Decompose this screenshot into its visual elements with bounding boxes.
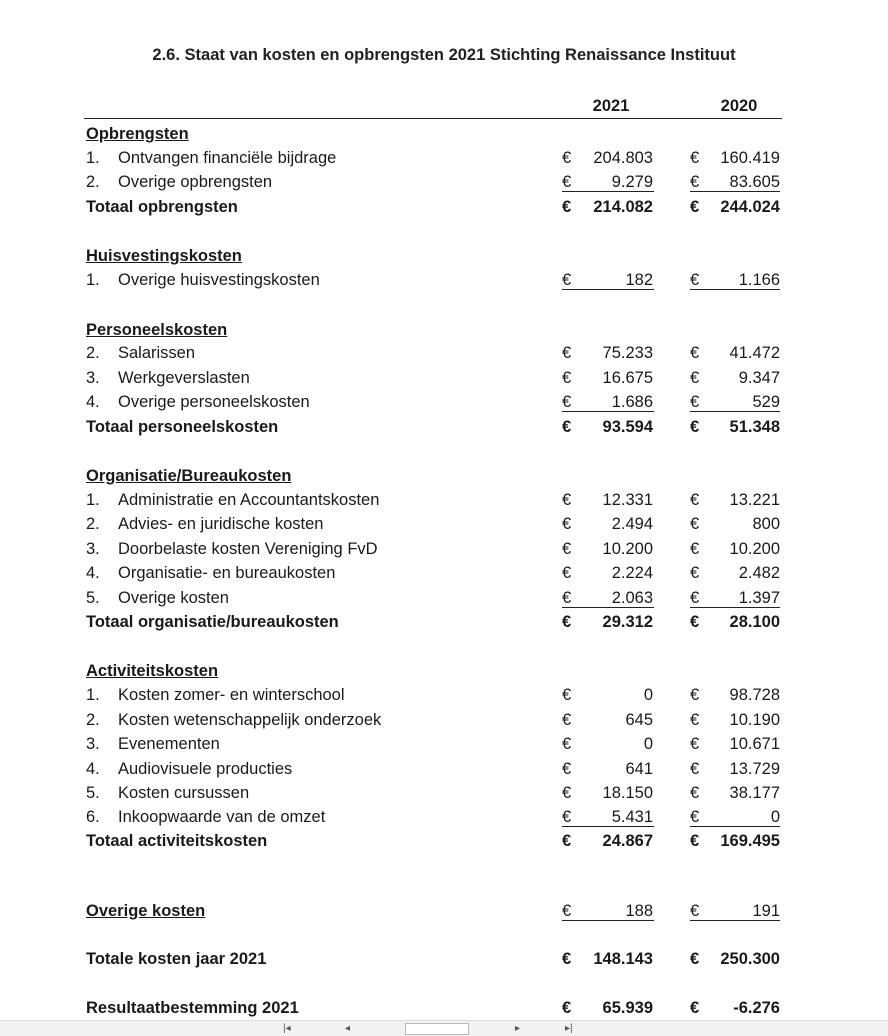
- page-number-input[interactable]: [405, 1023, 469, 1035]
- table-row: 5. Overige kosten € 2.063 € 1.397: [86, 589, 780, 607]
- viewer-toolbar: [0, 1020, 888, 1036]
- resultaat-row: Resultaatbestemming 2021 € 65.939 € -6.276: [86, 999, 780, 1017]
- section-heading-personeel: Personeelskosten: [86, 321, 228, 339]
- table-row: 2. Salarissen € 75.233 € 41.472: [86, 344, 780, 362]
- table-row: 6. Inkoopwaarde van de omzet € 5.431 € 0: [86, 808, 780, 826]
- table-row: 3. Werkgeverslasten € 16.675 € 9.347: [86, 369, 780, 387]
- table-row: 1. Overige huisvestingskosten € 182 € 1.166: [86, 271, 780, 289]
- section-heading-opbrengsten: Opbrengsten: [86, 125, 189, 143]
- total-row-personeel: Totaal personeelskosten € 93.594 € 51.348: [86, 418, 780, 436]
- next-page-icon[interactable]: ▸: [515, 1023, 521, 1034]
- header-rule: [84, 118, 782, 119]
- table-row: 2. Kosten wetenschappelijk onderzoek € 645 € 10.190: [86, 711, 780, 729]
- section-heading-organisatie: Organisatie/Bureaukosten: [86, 467, 292, 485]
- table-row: 1. Administratie en Accountantskosten € 12.331 € 13.221: [86, 491, 780, 509]
- first-page-icon[interactable]: |◂: [283, 1023, 291, 1034]
- section-heading-huisvesting: Huisvestingskosten: [86, 247, 242, 265]
- page-title: 2.6. Staat van kosten en opbrengsten 2021 Stichting Renaissance Instituut: [152, 46, 736, 64]
- section-heading-activiteiten: Activiteitskosten: [86, 662, 219, 680]
- table-row: 4. Audiovisuele producties € 641 € 13.729: [86, 760, 780, 778]
- table-row: 1. Ontvangen financiële bijdrage € 204.803 € 160.419: [86, 149, 780, 167]
- table-row: 2. Advies- en juridische kosten € 2.494 € 800: [86, 515, 780, 533]
- table-row: 1. Kosten zomer- en winterschool € 0 € 98.728: [86, 686, 780, 704]
- table-row: 4. Organisatie- en bureaukosten € 2.224 € 2.482: [86, 564, 780, 582]
- total-row-organisatie: Totaal organisatie/bureaukosten € 29.312 € 28.100: [86, 613, 780, 631]
- year-header-2020: 2020: [720, 97, 758, 115]
- prev-page-icon[interactable]: ◂: [345, 1023, 351, 1034]
- table-row: 3. Doorbelaste kosten Vereniging FvD € 10.200 € 10.200: [86, 540, 780, 558]
- table-row: 3. Evenementen € 0 € 10.671: [86, 735, 780, 753]
- year-header-2021: 2021: [592, 97, 630, 115]
- total-row-opbrengsten: Totaal opbrengsten € 214.082 € 244.024: [86, 198, 780, 216]
- table-row: 4. Overige personeelskosten € 1.686 € 529: [86, 393, 780, 411]
- overige-kosten-row: Overige kosten € 188 € 191: [86, 902, 780, 920]
- table-row: 5. Kosten cursussen € 18.150 € 38.177: [86, 784, 780, 802]
- table-row: 2. Overige opbrengsten € 9.279 € 83.605: [86, 173, 780, 191]
- last-page-icon[interactable]: ▸|: [565, 1023, 573, 1034]
- total-row-activiteiten: Totaal activiteitskosten € 24.867 € 169.495: [86, 832, 780, 850]
- totale-kosten-row: Totale kosten jaar 2021 € 148.143 € 250.300: [86, 950, 780, 968]
